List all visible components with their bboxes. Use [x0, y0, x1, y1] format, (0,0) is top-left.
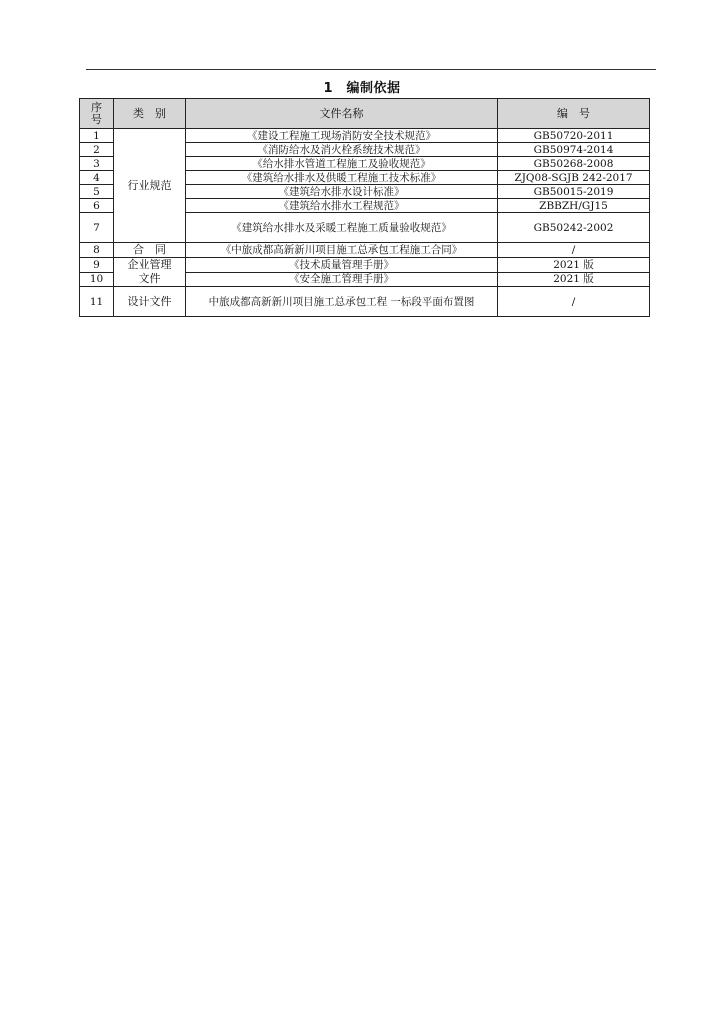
row-no: 5: [80, 185, 114, 199]
table-row: [80, 258, 650, 273]
row-no: 10: [80, 272, 114, 287]
row-name: 《消防给水及消火栓系统技术规范》: [186, 143, 498, 157]
row-name: 《建筑给水排水设计标准》: [186, 185, 498, 199]
row-name: 《建设工程施工现场消防安全技术规范》: [186, 129, 498, 143]
category-enterprise-text: 企业管理文件: [127, 258, 172, 285]
table-row: [80, 287, 650, 317]
category-enterprise: [114, 258, 186, 287]
row-name: 《中旅成都高新新川项目施工总承包工程施工合同》: [186, 243, 498, 258]
category-design: 设计文件: [114, 287, 186, 317]
row-name: 《技术质量管理手册》: [186, 258, 498, 273]
section-title: 1 编制依据: [323, 81, 401, 96]
row-code: /: [498, 287, 650, 317]
row-code: ZJQ08-SGJB 242-2017: [498, 171, 650, 185]
row-no: 7: [80, 213, 114, 243]
row-name: [186, 213, 498, 243]
row-name: 《给水排水管道工程施工及验收规范》: [186, 157, 498, 171]
table-header-row: [80, 99, 650, 129]
row-name: 《建筑给水排水工程规范》: [186, 199, 498, 213]
row-code: GB50720-2011: [498, 129, 650, 143]
row-code: ZBBZH/GJ15: [498, 199, 650, 213]
row-code: GB50015-2019: [498, 185, 650, 199]
header-category: 类 别: [114, 99, 186, 129]
header-name: 文件名称: [186, 99, 498, 129]
row-code: 2021 版: [498, 258, 650, 273]
row-no: 4: [80, 171, 114, 185]
header-rule: [86, 69, 656, 70]
row-code: 2021 版: [498, 272, 650, 287]
row-code: /: [498, 243, 650, 258]
table-row: [80, 129, 650, 143]
header-code: 编 号: [498, 99, 650, 129]
row-no: 3: [80, 157, 114, 171]
category-industry: 行业规范: [114, 129, 186, 243]
row-name-text: 中旅成都高新新川项目施工总承包工程 一标段平面布置图: [208, 295, 475, 308]
row-name: 《安全施工管理手册》: [186, 272, 498, 287]
row-no: 11: [80, 287, 114, 317]
row-code: GB50268-2008: [498, 157, 650, 171]
header-no: 序号: [80, 99, 114, 129]
category-contract: 合 同: [114, 243, 186, 258]
row-code: GB50242-2002: [498, 213, 650, 243]
row-no: 2: [80, 143, 114, 157]
row-no: 6: [80, 199, 114, 213]
row-no: 1: [80, 129, 114, 143]
row-code: GB50974-2014: [498, 143, 650, 157]
row-name: [186, 287, 498, 317]
row-no: 8: [80, 243, 114, 258]
table-row: [80, 243, 650, 258]
row-name-text: 《建筑给水排水及采暖工程施工质量验收规范》: [231, 221, 452, 234]
row-name: 《建筑给水排水及供暖工程施工技术标准》: [186, 171, 498, 185]
row-no: 9: [80, 258, 114, 273]
basis-table: [79, 98, 650, 317]
